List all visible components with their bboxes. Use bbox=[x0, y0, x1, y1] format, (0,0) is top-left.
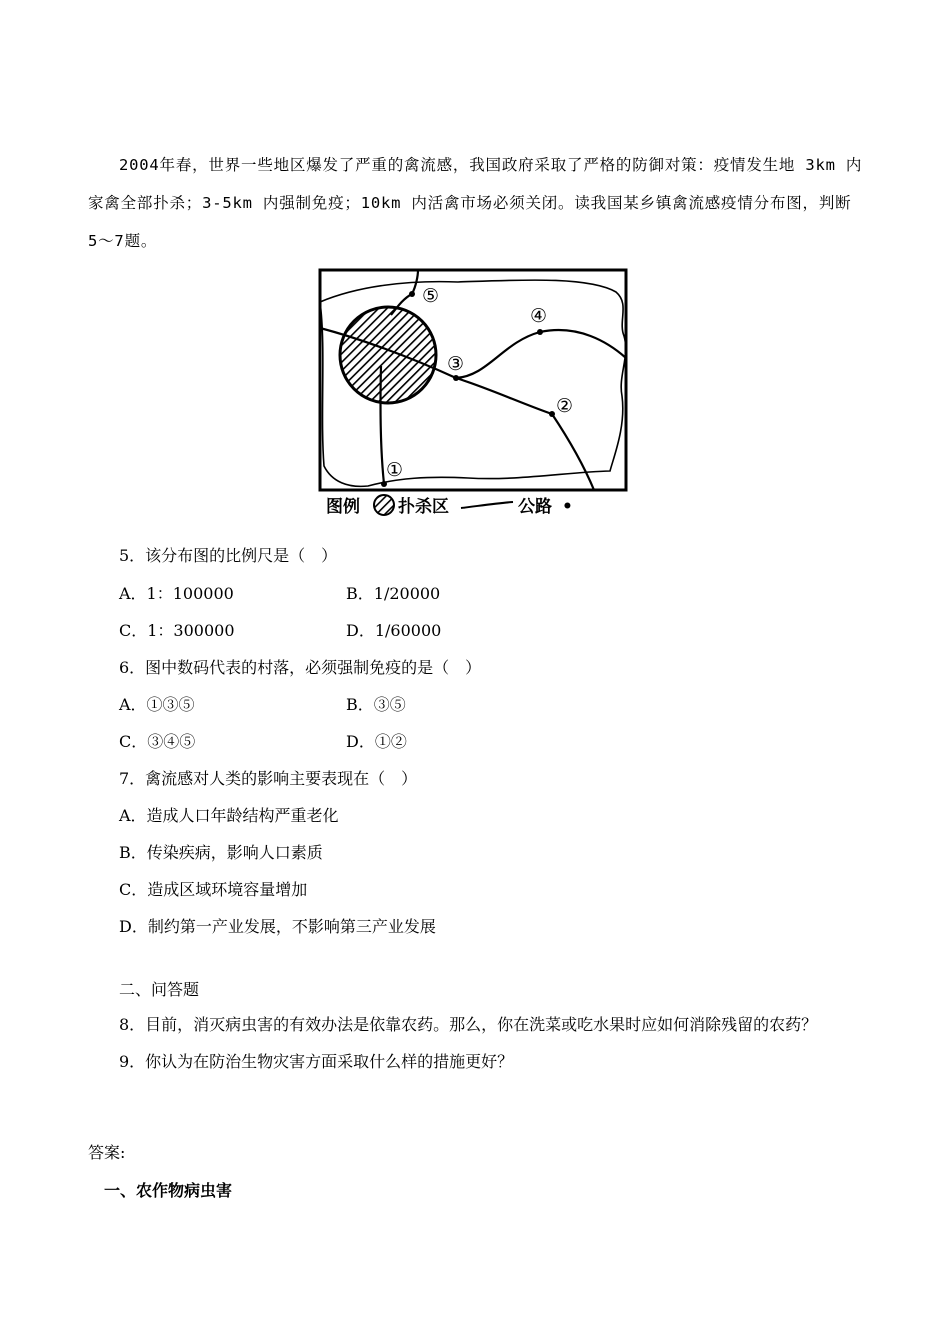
q6-option-d: D．①② bbox=[346, 732, 407, 751]
legend-kill-zone: 扑杀区 bbox=[398, 497, 449, 516]
q7-option-b: B．传染疾病，影响人口素质 bbox=[119, 843, 323, 862]
q6-option-b: B．③⑤ bbox=[346, 695, 406, 714]
q5-option-a: A．1：100000 bbox=[119, 584, 234, 603]
marker-2: ② bbox=[556, 395, 574, 417]
q5-option-b: B．1/20000 bbox=[346, 584, 441, 603]
answers-section-1: 一、农作物病虫害 bbox=[104, 1181, 233, 1200]
road-to-4 bbox=[456, 330, 626, 378]
q6-option-c: C．③④⑤ bbox=[119, 732, 196, 751]
intro-paragraph: 2004年春，世界一些地区爆发了严重的禽流感，我国政府采取了严格的防御对策：疫情发生地 3km 内家禽全部扑杀；3-5km 内强制免疫；10km 内活禽市场必须关闭。读我国某乡镇禽流感疫情分布图，判断 5～7题。 bbox=[88, 156, 863, 250]
q6-option-a: A．①③⑤ bbox=[119, 695, 195, 714]
answers-label: 答案: bbox=[88, 1143, 126, 1162]
legend-dot: • bbox=[562, 497, 573, 516]
question-9: 9．你认为在防治生物灾害方面采取什么样的措施更好？ bbox=[119, 1052, 514, 1071]
kill-zone bbox=[340, 307, 436, 403]
q7-option-d: D．制约第一产业发展，不影响第三产业发展 bbox=[119, 917, 436, 936]
marker-3: ③ bbox=[447, 353, 465, 375]
marker-5: ⑤ bbox=[422, 285, 440, 307]
q5-option-c: C．1：300000 bbox=[119, 621, 235, 640]
question-5: 5．该分布图的比例尺是（ ） bbox=[119, 546, 338, 565]
q7-option-c: C．造成区域环境容量增加 bbox=[119, 880, 308, 899]
q7-option-a: A．造成人口年龄结构严重老化 bbox=[119, 806, 339, 825]
legend-road-line bbox=[461, 502, 513, 508]
legend-road: 公路 bbox=[518, 497, 552, 516]
q5-option-d: D．1/60000 bbox=[346, 621, 442, 640]
question-6: 6．图中数码代表的村落，必须强制免疫的是（ ） bbox=[119, 658, 482, 677]
question-7: 7．禽流感对人类的影响主要表现在（ ） bbox=[119, 769, 418, 788]
legend-kill-zone-swatch bbox=[374, 495, 394, 515]
marker-4: ④ bbox=[530, 305, 548, 327]
marker-1: ① bbox=[386, 459, 404, 481]
legend-title: 图例 bbox=[326, 497, 360, 516]
question-8: 8．目前，消灭病虫害的有效办法是依靠农药。那么，你在洗菜或吃水果时应如何消除残留的农药？ bbox=[119, 1015, 818, 1034]
epidemic-map bbox=[318, 266, 630, 516]
section-2-title: 二、问答题 bbox=[119, 980, 200, 999]
